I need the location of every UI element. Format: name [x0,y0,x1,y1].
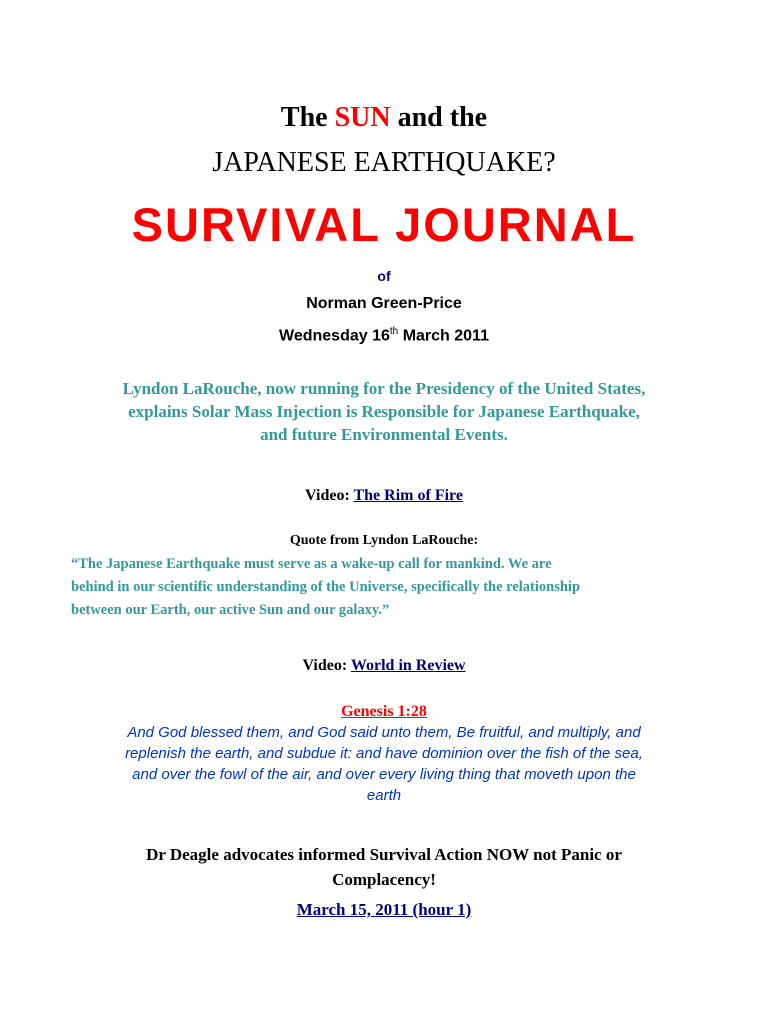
date-line [0,322,768,346]
video-world-in-review [0,655,768,677]
title-line [0,101,768,135]
video-rim-of-fire [0,485,768,507]
rim-of-fire-link[interactable]: The Rim of Fire [353,487,463,504]
deagle-line: Dr Deagle advocates informed Survival Action NOW not Panic or [146,845,622,864]
march-15-hour-1-link[interactable]: March 15, 2011 (hour 1) [296,900,472,919]
lead-line: Lyndon LaRouche, now running for the Presidency of the United States, [122,379,646,398]
title-suffix: and the [397,102,488,133]
subtitle: JAPANESE EARTHQUAKE? [212,147,556,178]
lead-paragraph [0,377,768,446]
hour-link-line [0,898,768,922]
video-label: Video: [302,657,348,674]
quote-line: “The Japanese Earthquake must serve as a wake-up call for mankind. We are [71,556,552,572]
verse-line: replenish the earth, and subdue it: and have dominion over the fish of the sea, [125,745,643,762]
deagle-statement [0,842,768,892]
date-prefix: Wednesday 16 [279,327,390,345]
lead-line: and future Environmental Events. [260,425,508,444]
title-prefix: The [280,102,328,133]
deagle-line: Complacency! [332,870,436,889]
date-suffix: March 2011 [402,327,489,345]
verse-line: and over the fowl of the air, and over every living thing that moveth upon the [132,766,636,783]
title-sun: SUN [334,102,391,133]
genesis-verse [0,722,768,806]
world-in-review-link[interactable]: World in Review [350,657,466,674]
video-label: Video: [305,487,350,504]
verse-line: earth [366,787,402,804]
quote-heading: Quote from Lyndon LaRouche: [289,533,479,548]
date-sup: th [389,326,399,337]
quote-line: between our Earth, our active Sun and our galaxy.” [71,602,390,618]
journal-title: SURVIVAL JOURNAL [131,198,637,251]
genesis-heading[interactable]: Genesis 1:28 [341,703,427,720]
lead-line: explains Solar Mass Injection is Responsible for Japanese Earthquake, [128,402,640,421]
verse-line: And God blessed them, and God said unto them, Be fruitful, and multiply, and [127,724,641,741]
of-label: of [377,268,391,284]
quote-text [71,553,711,622]
author-name: Norman Green-Price [306,295,462,312]
quote-line: behind in our scientific understanding of the Universe, specifically the relationship [71,579,581,595]
